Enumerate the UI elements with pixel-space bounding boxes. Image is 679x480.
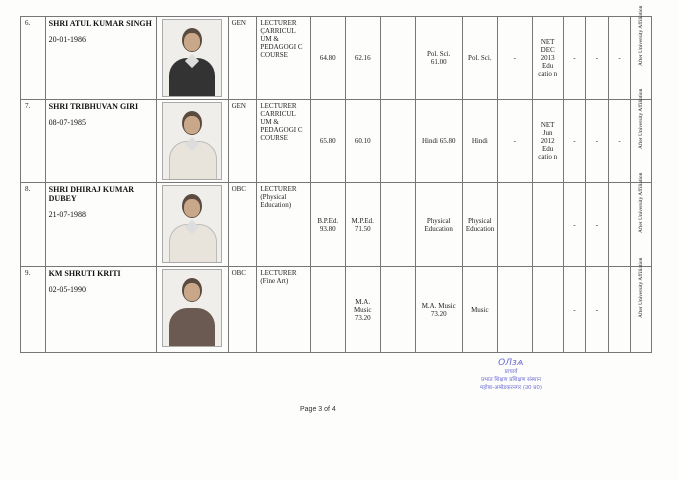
photo-cell: [156, 183, 228, 267]
table-row: [21, 267, 652, 353]
column-13: -: [563, 183, 586, 267]
marks-other: [380, 17, 415, 100]
post-applied: LECTURER (Physical Education): [257, 183, 310, 267]
column-11: [497, 267, 532, 353]
candidate-photo: [162, 102, 222, 180]
post-applied: LECTURER (Fine Art): [257, 267, 310, 353]
column-13: -: [563, 17, 586, 100]
candidate-name-cell: [45, 183, 156, 267]
net-qualification: [532, 267, 563, 353]
column-11: -: [497, 17, 532, 100]
marks-post-graduation: M.A. Music 73.20: [345, 267, 380, 353]
post-applied: LECTURER CARRICUL UM & PEDAGOGI C COURSE: [257, 100, 310, 183]
remark-cell: [631, 5, 652, 100]
table-row: [21, 183, 652, 267]
marks-post-graduation: 60.10: [345, 100, 380, 183]
remark-cell: [631, 172, 652, 267]
photo-cell: [156, 100, 228, 183]
post-applied: LECTURER ÇARRICUL UM & PEDAGOGI C COURSE: [257, 17, 310, 100]
table-row: [21, 17, 652, 100]
subject-marks: Hindi 65.80: [415, 100, 462, 183]
column-15: -: [608, 100, 631, 183]
category: GEN: [228, 17, 257, 100]
teaching-subject: Music: [462, 267, 497, 353]
candidate-name-cell: [45, 100, 156, 183]
teaching-subject: Hindi: [462, 100, 497, 183]
serial-number: 7.: [21, 100, 46, 183]
date-of-birth: 21-07-1988: [48, 210, 86, 219]
stamp-line-3: महोबा-अम्बेडकरनगर (उ0 प्र0): [479, 385, 543, 391]
column-14: -: [586, 17, 609, 100]
candidate-name: SHRI TRIBHUVAN GIRI: [48, 102, 139, 111]
column-14: -: [586, 267, 609, 353]
candidate-photo: [162, 19, 222, 97]
column-13: -: [563, 100, 586, 183]
marks-other: [380, 100, 415, 183]
column-14: -: [586, 100, 609, 183]
marks-other: [380, 267, 415, 353]
candidate-name: SHRI DHIRAJ KUMAR DUBEY: [48, 185, 134, 203]
subject-marks: Physical Education: [415, 183, 462, 267]
category: GEN: [228, 100, 257, 183]
column-15: -: [608, 17, 631, 100]
date-of-birth: 20-01-1986: [48, 35, 86, 44]
serial-number: 9.: [21, 267, 46, 353]
net-qualification: [532, 183, 563, 267]
subject-marks: M.A. Music 73.20: [415, 267, 462, 353]
marks-graduation: 64.80: [310, 17, 345, 100]
principal-stamp: [452, 358, 570, 392]
subject-marks: Pol. Sci. 61.00: [415, 17, 462, 100]
candidate-name: SHRI ATUL KUMAR SINGH: [48, 19, 152, 28]
net-qualification: NET Jun 2012 Edu catio n: [532, 100, 563, 183]
candidate-photo: [162, 185, 222, 263]
photo-cell: [156, 17, 228, 100]
marks-other: [380, 183, 415, 267]
candidate-name-cell: [45, 17, 156, 100]
column-11: -: [497, 100, 532, 183]
candidate-photo: [162, 269, 222, 347]
column-13: -: [563, 267, 586, 353]
marks-post-graduation: M.P.Ed. 71.50: [345, 183, 380, 267]
teaching-subject: Physical Education: [462, 183, 497, 267]
column-11: [497, 183, 532, 267]
category: OBC: [228, 267, 257, 353]
page-number: Page 3 of 4: [300, 406, 336, 413]
candidate-name-cell: [45, 267, 156, 353]
column-14: -: [586, 183, 609, 267]
stamp-line-2: प्रभात शिक्षण प्रशिक्षण संस्थान: [481, 377, 541, 383]
date-of-birth: 02-05-1990: [48, 285, 86, 294]
column-15: [608, 183, 631, 267]
photo-cell: [156, 267, 228, 353]
stamp-line-1: प्राचार्य: [504, 369, 518, 375]
serial-number: 6.: [21, 17, 46, 100]
candidate-name: KM SHRUTI KRITI: [48, 269, 121, 278]
column-15: [608, 267, 631, 353]
net-qualification: NET DEC 2013 Edu catio n: [532, 17, 563, 100]
serial-number: 8.: [21, 183, 46, 267]
marks-post-graduation: 62.16: [345, 17, 380, 100]
affiliation-remark: After University Affiliation: [638, 5, 645, 66]
affiliation-remark: After University Affiliation: [638, 172, 645, 233]
table-row: [21, 100, 652, 183]
remark-cell: [631, 257, 652, 353]
category: OBC: [228, 183, 257, 267]
candidate-table: [20, 5, 652, 353]
teaching-subject: Pol. Sci.: [462, 17, 497, 100]
marks-graduation: 65.80: [310, 100, 345, 183]
affiliation-remark: After University Affiliation: [638, 88, 645, 149]
remark-cell: [631, 88, 652, 183]
affiliation-remark: After University Affiliation: [638, 257, 645, 318]
signature: ОЛзѧ: [498, 358, 524, 368]
marks-graduation: B.P.Ed. 93.80: [310, 183, 345, 267]
date-of-birth: 08-07-1985: [48, 118, 86, 127]
marks-graduation: [310, 267, 345, 353]
